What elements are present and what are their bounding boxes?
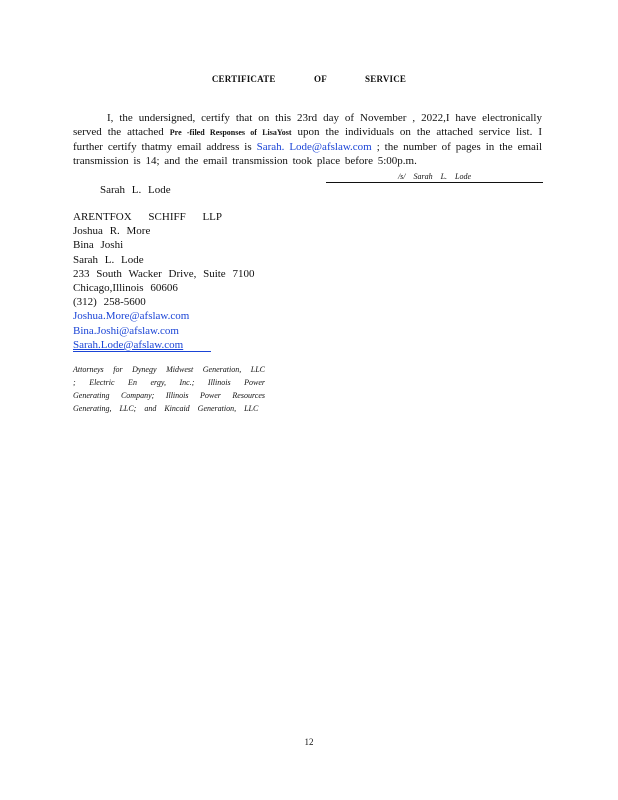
phone-number: (312) 258-5600 xyxy=(73,296,146,309)
email-link-sarah[interactable]: Sarah.Lode@afslaw.com xyxy=(73,339,211,352)
email-link-joshua[interactable]: Joshua.More@afslaw.com xyxy=(73,310,190,323)
signature-line: /s/ Sarah L. Lode xyxy=(326,172,543,183)
city-state-zip: Chicago,Illinois 60606 xyxy=(73,282,178,295)
body-closing: ; the number of pages in the email transmission is 14; and the email transmission took place before 5:00p.m. xyxy=(73,141,542,167)
certificate-title: CERTIFICATE OF SERVICE xyxy=(211,74,407,84)
signer-name: Sarah L. Lode xyxy=(100,184,171,196)
attorney-name: Sarah L. Lode xyxy=(73,253,144,266)
attorney-name: Joshua R. More xyxy=(73,225,151,238)
street-address: 233 South Wacker Drive, Suite 7100 xyxy=(73,267,255,280)
certificate-paragraph xyxy=(73,111,542,168)
attorney-name: Bina Joshi xyxy=(73,239,124,252)
signer-email-link[interactable]: Sarah. Lode@afslaw.com xyxy=(256,141,372,153)
served-document-title: Pre -filed Responses of LisaYost xyxy=(169,128,292,137)
attorneys-for-statement: Attorneys for Dynegy Midwest Generation, LLC ; Electric En ergy, Inc.; Illinois Power Generating Company; Illinois Power Resources Generating, LLC; and Kincaid Generation, LLC xyxy=(73,365,265,413)
firm-name: ARENTFOX SCHIFF LLP xyxy=(73,211,223,223)
email-link-bina[interactable]: Bina.Joshi@afslaw.com xyxy=(73,324,179,337)
body-intro: I, the undersigned, certify that on this 23rd day of November , 2022,I have electronically served the attached xyxy=(73,112,542,138)
page-number: 12 xyxy=(304,737,314,747)
body-middle: upon the individuals on the attached service list. I further certify thatmy email address is xyxy=(73,126,542,153)
address-block xyxy=(73,210,254,352)
